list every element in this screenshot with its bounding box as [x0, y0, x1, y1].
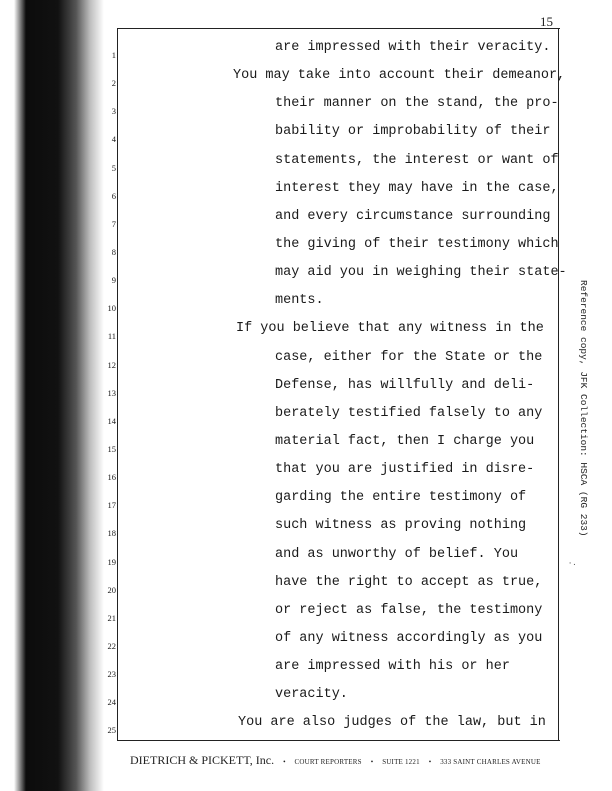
transcript-line: [90, 153, 560, 181]
line-text: veracity.: [275, 687, 348, 702]
line-number: 9: [111, 275, 116, 285]
transcript-line: [90, 462, 560, 490]
line-text: berately testified falsely to any: [275, 406, 543, 421]
line-number: 7: [111, 219, 116, 229]
transcript-line: [90, 575, 560, 603]
bullet-separator: •: [283, 758, 286, 766]
line-text: and every circumstance surrounding: [275, 209, 551, 224]
scan-speck: ·.: [568, 560, 577, 568]
line-text: interest they may have in the case,: [275, 181, 559, 196]
line-text: You are also judges of the law, but in: [238, 715, 546, 730]
line-number: 18: [107, 528, 116, 538]
line-text: garding the entire testimony of: [275, 490, 527, 505]
transcript-line: [90, 40, 560, 68]
line-text: material fact, then I charge you: [275, 434, 535, 449]
reporter-role: COURT REPORTERS: [294, 758, 362, 766]
line-number: 10: [107, 303, 116, 313]
line-number: 20: [107, 585, 116, 595]
reporter-suite: SUITE 1221: [382, 758, 420, 766]
transcript-line: [90, 96, 560, 124]
line-text: have the right to accept as true,: [275, 575, 543, 590]
line-number: 14: [107, 416, 116, 426]
line-text: of any witness accordingly as you: [275, 631, 543, 646]
line-number: 17: [107, 500, 116, 510]
transcript-line: [90, 209, 560, 237]
line-number: 24: [107, 697, 116, 707]
page-number: 15: [540, 14, 553, 29]
line-number: 12: [107, 360, 116, 370]
line-text: that you are justified in disre-: [275, 462, 535, 477]
line-number: 4: [111, 134, 116, 144]
transcript-line: [90, 659, 560, 687]
transcript-line: [90, 237, 560, 265]
line-text: may aid you in weighing their state-: [275, 265, 567, 280]
transcript-line: [90, 321, 560, 349]
line-text: such witness as proving nothing: [275, 518, 527, 533]
line-number: 5: [111, 163, 116, 173]
bullet-separator: •: [428, 758, 432, 766]
transcript-line: [90, 378, 560, 406]
line-number: 11: [107, 331, 116, 341]
line-number: 15: [107, 444, 116, 454]
transcript-line: [90, 603, 560, 631]
line-number: 1: [111, 50, 116, 60]
line-number: 3: [111, 106, 116, 116]
transcript-line: [90, 265, 567, 293]
transcript-line: [90, 434, 560, 462]
line-text: ments.: [275, 293, 324, 308]
line-text: and as unworthy of belief. You: [275, 547, 519, 562]
transcript-line: [90, 181, 560, 209]
line-text: case, either for the State or the: [275, 350, 543, 365]
line-number: 19: [107, 557, 116, 567]
transcript-line: [90, 518, 560, 546]
line-text: the giving of their testimony which: [275, 237, 559, 252]
line-text: are impressed with his or her: [275, 659, 510, 674]
line-number: 6: [111, 191, 116, 201]
transcript-line: [90, 715, 560, 743]
line-text: bability or improbability of their: [275, 124, 551, 139]
transcript-line: [90, 406, 560, 434]
line-text: You may take into account their demeanor,: [233, 68, 566, 83]
transcript-line: [90, 687, 560, 715]
line-number: 21: [107, 613, 116, 623]
line-number: 22: [107, 641, 116, 651]
transcript-line: [90, 124, 560, 152]
transcript-line: [90, 490, 560, 518]
line-text: If you believe that any witness in the: [236, 321, 544, 336]
line-number: 25: [107, 725, 116, 735]
reporter-firm-name: DIETRICH & PICKETT, Inc.: [130, 753, 275, 767]
transcript-line: [90, 547, 560, 575]
transcript-line: [90, 350, 560, 378]
archive-reference-note: Reference copy, JFK Collection: HSCA (RG 233): [578, 280, 589, 537]
line-text: Defense, has willfully and deli-: [275, 378, 535, 393]
line-number: 8: [111, 247, 116, 257]
line-text: are impressed with their veracity.: [275, 40, 551, 55]
line-number: 23: [107, 669, 116, 679]
line-text: or reject as false, the testimony: [275, 603, 543, 618]
reporter-address: 333 SAINT CHARLES AVENUE: [440, 758, 541, 766]
line-text: their manner on the stand, the pro-: [275, 96, 559, 111]
line-number: 2: [111, 78, 116, 88]
transcript-line: [90, 293, 560, 321]
transcript-line: [90, 68, 566, 96]
transcript-line: [90, 631, 560, 659]
line-text: statements, the interest or want of: [275, 153, 559, 168]
line-number: 16: [107, 472, 116, 482]
line-number: 13: [107, 388, 116, 398]
court-reporter-footer: [130, 751, 541, 769]
bullet-separator: •: [370, 758, 374, 766]
page-frame-top: [117, 28, 560, 29]
